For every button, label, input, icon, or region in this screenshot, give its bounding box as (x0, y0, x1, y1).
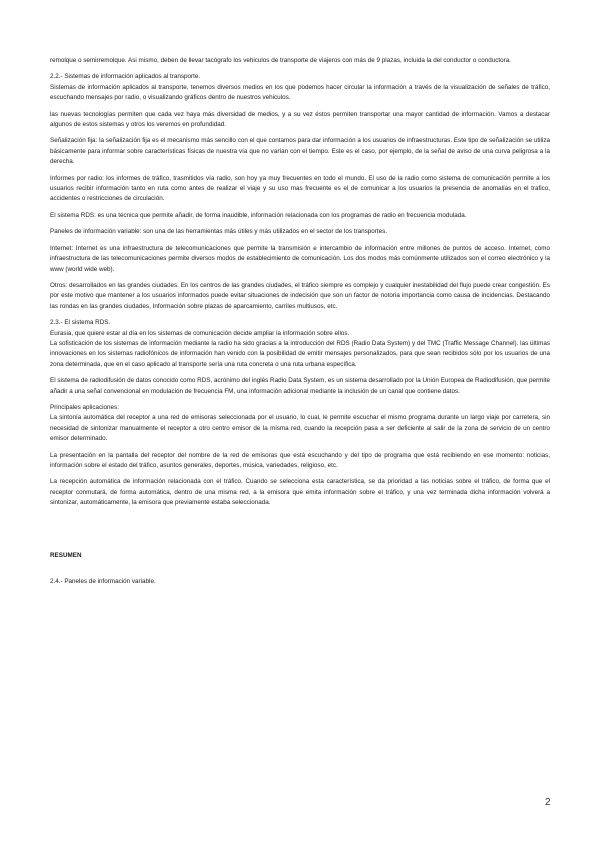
page-number: 2 (545, 797, 551, 808)
document-page (50, 56, 550, 593)
section-heading-2-3: 2.3.- El sistema RDS. (50, 319, 111, 327)
paragraph-traffic-info: La recepción automática de información relacionada con el tráfico. Cuando se selecciona esta característica, se da prioridad a las noticias sobre el tráfico, de forma que el receptor conmutará, de forma automática, dentro de una misma red, a la emisora que emita información sobre el tráfico, y una vez terminada dicha información volverá a sintonizar, automáticamente, la emisora que previamente estaba seleccionada. (50, 478, 550, 507)
resumen-heading: RESUMEN (50, 551, 82, 559)
paragraph-internet: Internet: Internet es una infraestructura de telecomunicaciones que permite la transmisión e intercambio de información entre millones de puntos de acceso. Internet, como infraestructura de las telecomunicaciones permite diversos modos de establecimiento de comunicación. Los dos modos más comúnmente utilizados son el correo electrónico y la www (world wide web). (50, 244, 550, 273)
paragraph-sophistication: La sofisticación de los sistemas de información mediante la radio ha sido gracias a la introducción del RDS (Radio Data System) y del TMC (Traffic Message Channel). las últimas innovaciones en los sistemas radiofónicos de información han venido con la posibilidad de emitir mensajes personalizados, para que sean recibidos sólo por los usuarios de una zona determinada, que en el caso aplicado al transporte sería una ruta concreta o una ruta urbana específica. (50, 339, 550, 368)
paragraph-variable-panels: Paneles de información variable: son una de las herramientas más útiles y más utilizados en el sector de los transportes. (50, 228, 388, 236)
section-heading-2-2: 2.2.- Sistemas de información aplicados al transporte. (50, 73, 201, 81)
paragraph-eurasia: Eurasia, que quiere estar al día en los sistemas de comunicación decide ampliar la información sobre ellos. (50, 329, 350, 337)
paragraph-rds-system: El sistema RDS: es una técnica que permite añadir, de forma inaudible, información relacionada con los programas de radio en frecuencia modulada. (50, 211, 467, 219)
paragraph-automatic-tuning: La sintonía automática del receptor a una red de emisoras seleccionada por el usuario, lo cual, le permite escuchar el mismo programa durante un largo viaje por carretera, sin necesidad de sintonizar manualmente el receptor a otro centro emisor de la misma red, cuando la recepción pasa a ser deficiente al salir de la zona de servicio de un centro emisor determinado. (50, 414, 550, 443)
paragraph-fixed-signage: Señalización fija: la señalización fija es el mecanismo más sencillo con el que contamos para dar información a los usuarios de infraestructuras. Este tipo de señalización se utiliza básicamente para informar sobre características físicas de nuestra vía que no varían con el tiempo. Este es el caso, por ejemplo, de la señal de aviso de una curva peligrosa a la derecha. (50, 137, 550, 166)
paragraph-new-technologies: las nuevas tecnologías permiten que cada vez haya más diversidad de medios, y a su vez éstos permiten transportar una mayor cantidad de información. Vamos a destacar algunos de estos sistemas y otros los veremos en profundidad. (50, 110, 550, 129)
section-heading-2-4: 2.4.- Paneles de información variable. (50, 578, 156, 586)
paragraph-information-systems: Sistemas de información aplicados al transporte, tenemos diversos medios en los que podemos hacer circular la información a través de la visualización de señales de tráfico, escuchando mensajes por radio, o visualizando gráficos dentro de nuestros vehiculos. (50, 83, 550, 102)
heading-main-applications: Principales aplicaciones: (50, 403, 119, 411)
paragraph-others: Otros: desarrollados en las grandes ciudades. En los centros de las grandes ciudades, el tráfico siempre es complejo y cualquier inestabilidad del flujo puede crear congestión. Es por este motivo que mantener a los usuarios informados puede evitar situaciones de indecisión que son un factor de notoria importancia como causa de incidencias. Destacando las rondas en las grandes ciudades, Información sobre plazas de aparcamiento, carriles multiusos, etc. (50, 281, 550, 310)
paragraph-display-name: La presentación en la pantalla del receptor del nombre de la red de emisoras que está escuchando y del tipo de programa que está recibiendo en ese momento: noticias, información sobre el estado del tráfico, asuntos generales, deportes, música, variedades, religioso, etc. (50, 451, 550, 469)
paragraph-intro-tachograph: remolque o semirremolque. Asi mismo, deben de llevar tacógrafo los vehiculos de transporte de viajeros con más de 9 plazas, incluida la del conductor o conductora. (50, 57, 511, 64)
paragraph-radio-reports: Informes por radio: los informes de tráfico, trasmitidos vía radio, son hoy ya muy frecuentes en todo el mundo. El uso de la radio como sistema de comunicación permite a los usuarios recibir información tanto en ruta como antes de realizar el viaje y su uso mas frecuente es el de comunicar a los usuarios la presencia de anomalías en el trafico, accidentes o restricciones de circulación. (50, 174, 550, 203)
paragraph-rds-definition: El sistema de radiodifusión de datos conocido como RDS, acrónimo del inglés Radio Data System, es un sistema desarrollado por la Unión Europea de Radiodifusión, que permite añadir a una señal convencional en modulación de frecuencia FM, una información adicional mediante la inclusión de un canal que contiene datos. (50, 377, 550, 395)
